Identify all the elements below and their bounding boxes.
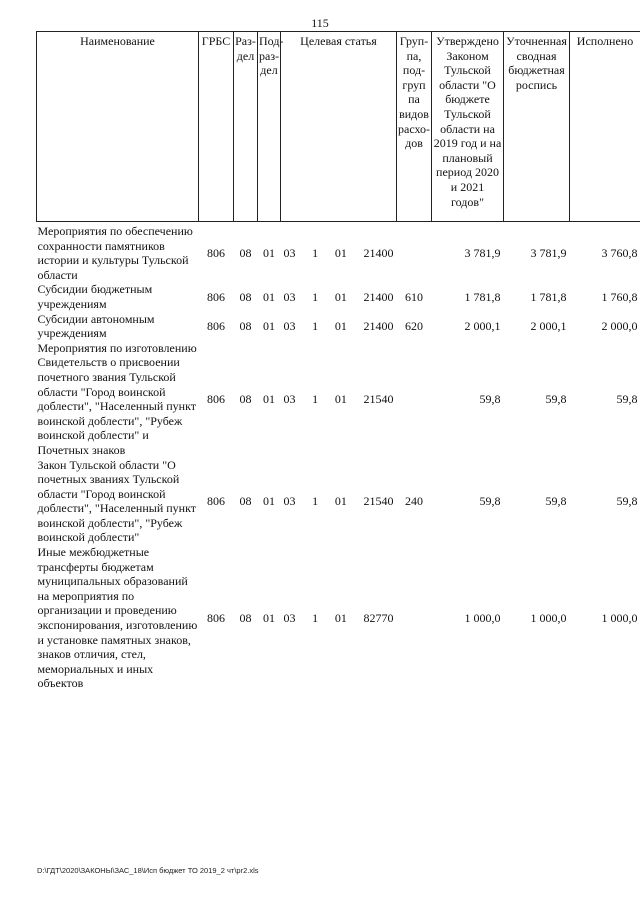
row-utochnennaya: 2 000,1	[530, 318, 567, 333]
row-utverzhdeno: 59,8	[479, 493, 501, 508]
row-utochnennaya: 1 000,0	[530, 610, 567, 625]
row-utverzhdeno: 59,8	[479, 391, 501, 406]
row-ispolneno: 59,8	[616, 391, 638, 406]
ts-part: 03	[283, 493, 296, 508]
table-row	[37, 341, 640, 458]
row-podrazdel: 01	[263, 289, 275, 304]
row-gruppa: 240	[405, 493, 423, 508]
ts-part: 03	[283, 318, 296, 333]
ts-part: 1	[312, 318, 319, 333]
row-grbs: 806	[207, 245, 225, 260]
row-tselevaya-statya	[281, 545, 397, 691]
ts-part: 03	[283, 289, 296, 304]
header-podrazdel: Под-раз-дел	[258, 32, 281, 222]
ts-part: 1	[312, 610, 319, 625]
row-gruppa: 620	[405, 318, 423, 333]
table-row	[37, 282, 640, 311]
row-name: Иные межбюджетные трансферты бюджетам муниципальных образований на мероприятия по организации и проведению экспонирования, изготовлению и установке памятных знаков, знаков отличия, стел, мемориальных и иных объектов	[37, 545, 198, 691]
row-razdel: 08	[239, 289, 252, 304]
row-ispolneno: 1 760,8	[601, 289, 638, 304]
header-ispolneno: Исполнено	[570, 32, 640, 222]
row-podrazdel: 01	[263, 610, 275, 625]
ts-part: 01	[334, 493, 347, 508]
row-tselevaya-statya	[281, 458, 397, 546]
row-grbs: 806	[207, 493, 225, 508]
ts-part: 21540	[363, 493, 394, 508]
ts-part: 21400	[363, 318, 394, 333]
row-utverzhdeno: 3 781,9	[464, 245, 501, 260]
row-utochnennaya: 1 781,8	[530, 289, 567, 304]
row-tselevaya-statya	[281, 312, 397, 341]
row-razdel: 08	[239, 245, 252, 260]
row-utochnennaya: 59,8	[545, 391, 567, 406]
row-ispolneno: 3 760,8	[601, 245, 638, 260]
file-path-footer: D:\ГДТ\2020\ЗАКОНЫ\ЗАС_18\Исп бюджет ТО 2019_2 чт\pr2.xls	[37, 866, 259, 875]
ts-part: 01	[334, 245, 347, 260]
ts-part: 03	[283, 610, 296, 625]
header-tselevaya-statya: Целевая статья	[281, 32, 397, 222]
ts-part: 01	[334, 610, 347, 625]
table-row	[37, 222, 640, 283]
table-row	[37, 458, 640, 546]
row-gruppa	[397, 545, 432, 691]
row-name: Мероприятия по изготовлению Свидетельств о присвоении почетного звания Тульской области "Город воинской доблести", "Населенный пункт воинской доблести", "Рубеж воинской доблести" и Почетных знаков	[37, 340, 197, 457]
header-utochnennaya: Уточненная сводная бюджетная роспись	[504, 32, 570, 222]
row-podrazdel: 01	[263, 493, 275, 508]
row-razdel: 08	[239, 610, 252, 625]
ts-part: 1	[312, 391, 319, 406]
row-gruppa	[397, 341, 432, 458]
page-number: 115	[311, 16, 329, 30]
row-razdel: 08	[239, 391, 252, 406]
row-utochnennaya: 3 781,9	[530, 245, 567, 260]
row-utverzhdeno: 1 781,8	[464, 289, 501, 304]
row-gruppa: 610	[405, 289, 423, 304]
table-row	[37, 545, 640, 691]
row-tselevaya-statya	[281, 222, 397, 283]
ts-part: 01	[334, 289, 347, 304]
row-name: Субсидии бюджетным учреждениям	[37, 282, 153, 311]
row-grbs: 806	[207, 318, 225, 333]
row-razdel: 08	[239, 318, 252, 333]
ts-part: 21400	[363, 289, 394, 304]
ts-part: 21400	[363, 245, 394, 260]
row-gruppa	[397, 222, 432, 283]
row-podrazdel: 01	[263, 245, 275, 260]
budget-table	[36, 31, 640, 691]
header-utverzhdeno: Утверждено Законом Тульской области "О бюджете Тульской области на 2019 год и на плановый период 2020 и 2021 годов"	[432, 32, 504, 222]
row-name: Мероприятия по обеспечению сохранности памятников истории и культуры Тульской области	[37, 224, 193, 282]
row-utverzhdeno: 2 000,1	[464, 318, 501, 333]
row-ispolneno: 1 000,0	[601, 610, 638, 625]
ts-part: 1	[312, 493, 319, 508]
row-name: Закон Тульской области "О почетных званиях Тульской области "Город воинской доблести", "Населенный пункт воинской доблести", "Рубеж воинской доблести"	[37, 457, 197, 545]
row-utverzhdeno: 1 000,0	[464, 610, 501, 625]
ts-part: 1	[312, 245, 319, 260]
header-grbs: ГРБС	[199, 32, 234, 222]
row-grbs: 806	[207, 289, 225, 304]
ts-part: 21540	[363, 391, 394, 406]
table-body	[37, 222, 640, 692]
row-razdel: 08	[239, 493, 252, 508]
ts-part: 01	[334, 318, 347, 333]
ts-part: 1	[312, 289, 319, 304]
row-tselevaya-statya	[281, 341, 397, 458]
row-grbs: 806	[207, 610, 225, 625]
row-grbs: 806	[207, 391, 225, 406]
header-razdel: Раз-дел	[234, 32, 258, 222]
header-gruppa: Груп-па, под-груп па видов расхо-дов	[397, 32, 432, 222]
row-ispolneno: 2 000,0	[601, 318, 638, 333]
table-row	[37, 312, 640, 341]
ts-part: 03	[283, 245, 296, 260]
row-utochnennaya: 59,8	[545, 493, 567, 508]
ts-part: 82770	[363, 610, 394, 625]
ts-part: 03	[283, 391, 296, 406]
row-name: Субсидии автономным учреждениям	[37, 311, 155, 341]
header-name: Наименование	[37, 32, 199, 222]
ts-part: 01	[334, 391, 347, 406]
row-podrazdel: 01	[263, 318, 275, 333]
row-tselevaya-statya	[281, 282, 397, 311]
row-podrazdel: 01	[263, 391, 275, 406]
row-ispolneno: 59,8	[616, 493, 638, 508]
table-header-row	[37, 32, 640, 222]
